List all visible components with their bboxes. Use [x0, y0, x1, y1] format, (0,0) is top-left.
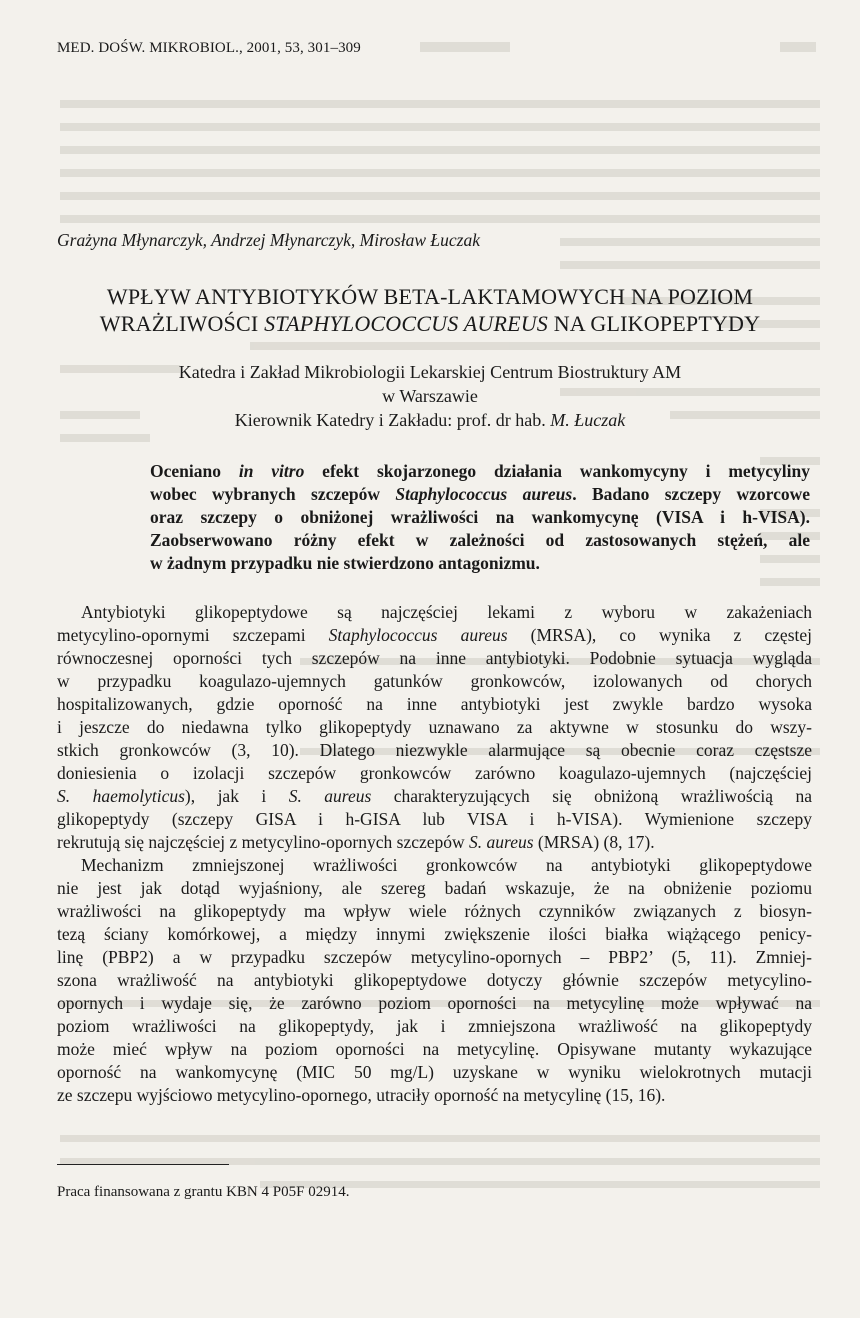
body-line: może mieć wpływ na poziom oporności na metycylinę. Opisywane mutanty wykazujące	[57, 1039, 812, 1059]
abstract-line: wobec wybranych szczepów Staphylococcus aureus. Badano szczepy wzorcowe	[150, 484, 811, 504]
title-line-1: WPŁYW ANTYBIOTYKÓW BETA-LAKTAMOWYCH NA POZIOM	[106, 284, 754, 309]
department-head	[40, 409, 820, 432]
body-line: Antybiotyki glikopeptydowe są najczęściej lekami z wyboru w zakażeniach	[81, 602, 812, 622]
body-line: oporność na wankomycynę (MIC 50 mg/L) uzyskane w wyniku wielokrotnych mutacji	[57, 1062, 812, 1082]
body-line: metycylino-opornymi szczepami Staphylococcus aureus (MRSA), co wynika z częstej	[57, 625, 812, 645]
title-line-2-prefix: WRAŻLIWOŚCI	[99, 311, 265, 336]
body-line: linę (PBP2) a w przypadku szczepów metycylino-opornych – PBP2’ (5, 11). Zmniej-	[57, 947, 812, 967]
abstract-line: Zaobserwowano różny efekt w zależności od zastosowanych stężeń, ale	[150, 530, 810, 550]
body-line: glikopeptydy (szczepy GISA i h-GISA lub VISA i h-VISA). Wymienione szczepy	[57, 809, 812, 829]
department-head-label: Kierownik Katedry i Zakładu: prof. dr hab.	[234, 410, 551, 430]
body-line: Mechanizm zmniejszonej wrażliwości gronkowców na antybiotyki glikopeptydowe	[81, 855, 812, 875]
body-line: opornych i wydaje się, że zarówno poziom oporności na metycylinę może wpływać na	[57, 993, 812, 1013]
body-line: ze szczepu wyjściowo metycylino-opornego, utraciły oporność na metycylinę (15, 16).	[57, 1085, 666, 1105]
abstract-line: w żadnym przypadku nie stwierdzono antagonizmu.	[150, 553, 540, 573]
abstract	[150, 460, 810, 575]
affiliation-line-2: w Warszawie	[382, 386, 478, 406]
body-line: hospitalizowanych, gdzie oporność na inne antybiotyki jest zwykle bardzo wysoka	[57, 694, 812, 714]
body-line: szona wrażliwość na antybiotyki glikopeptydowe dotyczy głównie szczepów metycylino-	[57, 970, 812, 990]
body-line: rekrutują się najczęściej z metycylino-opornych szczepów S. aureus (MRSA) (8, 17).	[57, 832, 655, 852]
body-line: poziom wrażliwości na glikopeptydy, jak i zmniejszona wrażliwość na glikopeptydy	[57, 1016, 812, 1036]
body-line: S. haemolyticus), jak i S. aureus charakteryzujących się obniżoną wrażliwością na	[57, 786, 812, 806]
body-text	[57, 601, 812, 1107]
title-species: STAPHYLOCOCCUS AUREUS	[264, 311, 549, 336]
abstract-line: oraz szczepy o obniżonej wrażliwości na wankomycynę (VISA i h-VISA).	[150, 507, 810, 527]
body-line: tezą ściany komórkowej, a między innymi zwiększenie ilości białka wiążącego penicy-	[57, 924, 812, 944]
body-line: w przypadku koagulazo-ujemnych gatunków gronkowców, izolowanych od chorych	[57, 671, 812, 691]
footnote-divider	[57, 1164, 229, 1165]
funding-footnote: Praca finansowana z grantu KBN 4 P05F 02914.	[57, 1184, 350, 1200]
body-line: wrażliwości na glikopeptydy ma wpływ wiele różnych czynników związanych z biosyn-	[57, 901, 812, 921]
body-line: stkich gronkowców (3, 10). Dlatego niezwykle alarmujące są obecnie coraz częstsze	[57, 740, 812, 760]
affiliation-line-1: Katedra i Zakład Mikrobiologii Lekarskiej Centrum Biostruktury AM	[178, 362, 682, 382]
body-line: i jeszcze do niedawna tylko glikopeptydy uznawano za aktywne w stosunku do wszy-	[57, 717, 812, 737]
body-line: równoczesnej oporności tych szczepów na inne antybiotyki. Podobnie sytuacja wygląda	[57, 648, 812, 668]
author-list: Grażyna Młynarczyk, Andrzej Młynarczyk, Mirosław Łuczak	[57, 230, 481, 250]
body-line: nie jest jak dotąd wyjaśniony, ale szereg badań wskazuje, że na obniżenie poziomu	[57, 878, 812, 898]
title-line-2-suffix: NA GLIKOPEPTYDY	[548, 311, 761, 336]
department-head-name: M. Łuczak	[550, 410, 626, 430]
body-line: doniesienia o izolacji szczepów gronkowców zarówno koagulazo-ujemnych (najczęściej	[57, 763, 812, 783]
title-line-2	[40, 310, 820, 337]
journal-header: MED. DOŚW. MIKROBIOL., 2001, 53, 301–309	[57, 40, 361, 56]
article-title	[40, 283, 820, 337]
abstract-line: Oceniano in vitro efekt skojarzonego działania wankomycyny i metycyliny	[150, 461, 810, 481]
